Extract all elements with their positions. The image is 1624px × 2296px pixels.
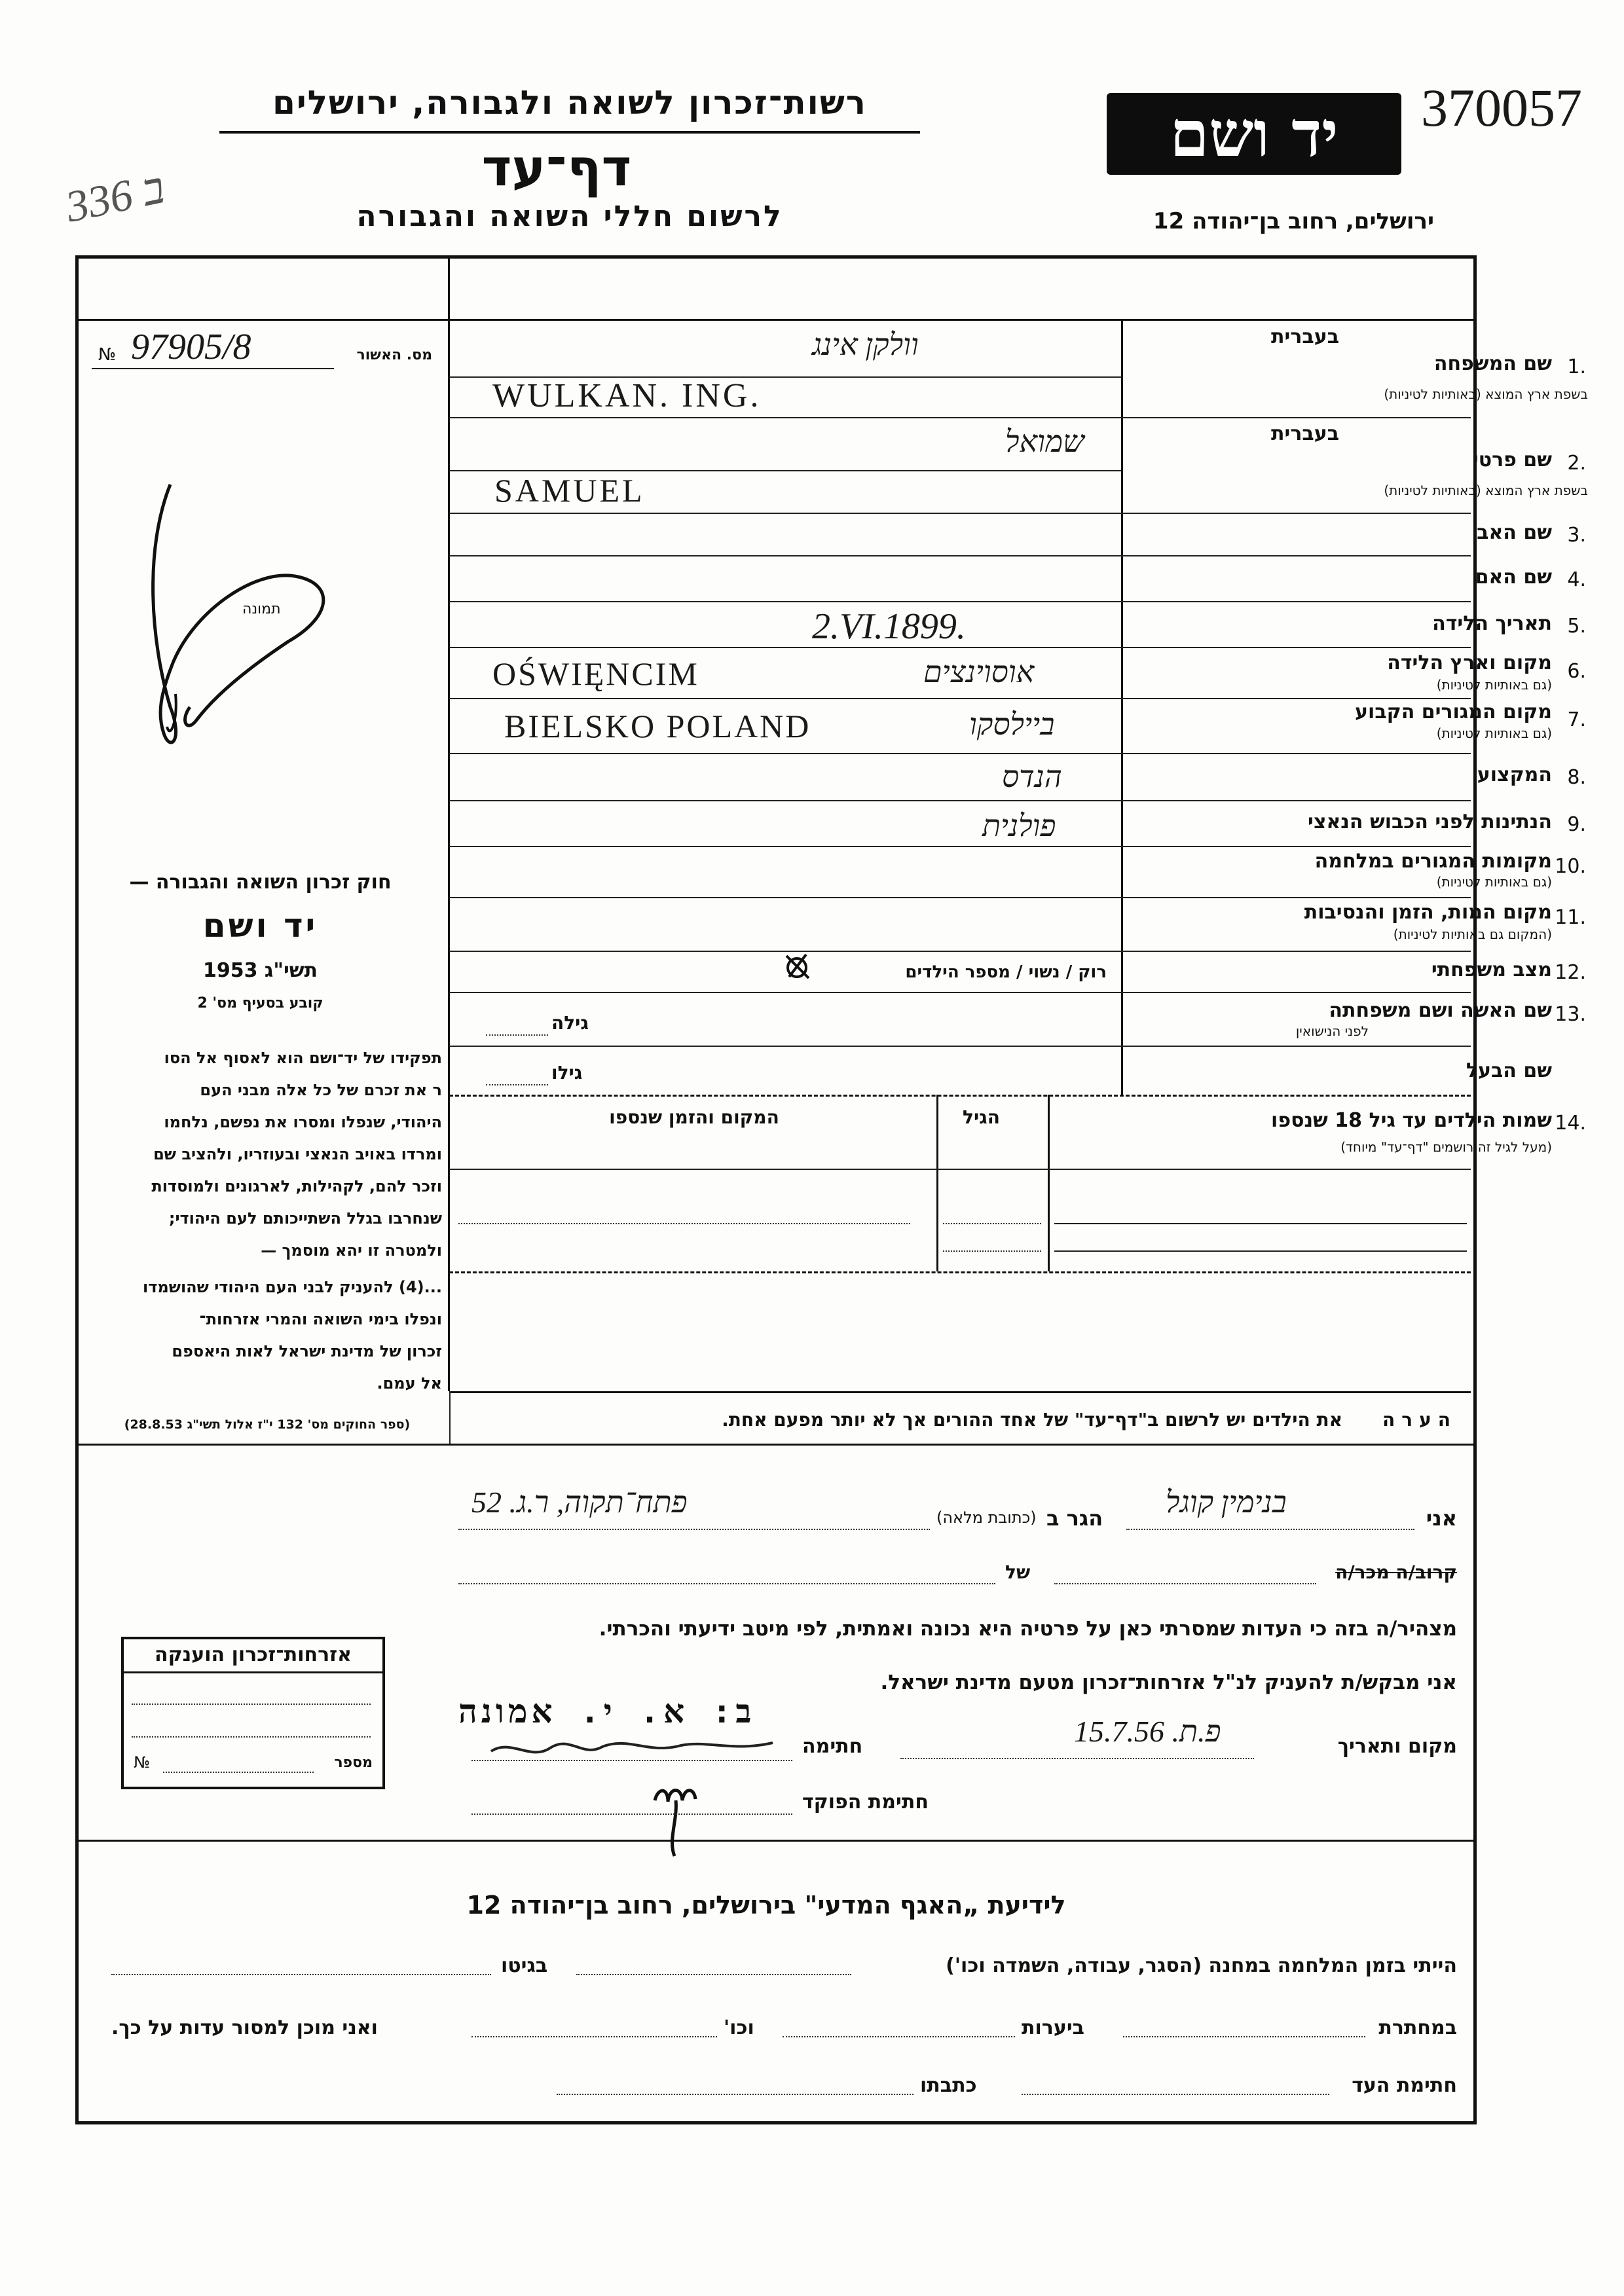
law-line-1: תפקידו של יד־ושם הוא לאסוף אל הסו (164, 1049, 442, 1067)
field-10-number: 10. (1555, 855, 1586, 878)
approval-number-value: 97905/8 (131, 327, 251, 367)
field-2-hebrew-tag: בעברית (1271, 422, 1339, 445)
children-row-2-name (1054, 1250, 1467, 1252)
field-3-number: 3. (1567, 524, 1586, 547)
field-12-label: מצב משפחתי (1431, 958, 1552, 981)
approval-number-sign: № (98, 345, 117, 365)
law-line-5: וזכר להם, לקהילות, לארגונים ולמוסדות (151, 1177, 442, 1195)
footer-line2-d: ואני מוכן למסור עדות על כך. (111, 2016, 378, 2039)
field-1-label: שם המשפחה (1433, 352, 1552, 375)
authority-underline (219, 131, 920, 134)
field-1-number: 1. (1567, 355, 1586, 378)
husband-label: שם הבעל (1466, 1059, 1552, 1082)
field-10-bottom (449, 897, 1471, 898)
field-7-sub: (גם באותיות לטיניות) (1436, 725, 1552, 741)
field-11-sub: (המקום גם באותיות לטיניות) (1393, 926, 1552, 942)
yad-vashem-logo (1107, 93, 1401, 175)
citizenship-line-2 (132, 1736, 371, 1738)
children-col-place: המקום והזמן שנספו (609, 1106, 779, 1128)
footer-line2-c: וכו' (724, 2016, 754, 2039)
field-4-bottom (449, 601, 1471, 602)
field-10-sub: (גם באותיות לטיניות) (1436, 874, 1552, 890)
law-line-9: ונפלו בימי השואה והמרי אזרחות־ (199, 1310, 442, 1328)
law-line-2: ר את זכרם של כל אלה מבני העם (200, 1081, 442, 1099)
form-subtitle: לרשום חללי השואה והגבורה (356, 200, 783, 233)
children-row-1-name (1054, 1223, 1467, 1224)
children-row-1 (458, 1223, 910, 1224)
law-line-7: ולמטרה זו יהא מוסמך — (261, 1241, 442, 1260)
photo-label: תמונה (242, 601, 281, 617)
children-row-2-age (943, 1250, 1041, 1252)
wife-age-line (486, 1034, 548, 1036)
footer-line1-blank-1 (576, 1974, 851, 1975)
law-title: חוק זכרון השואה והגבורה — (129, 871, 392, 894)
law-line-8: ...(4) להעניק לבני העם היהודי שהושמדו (143, 1278, 442, 1296)
field-2-number: 2. (1567, 452, 1586, 475)
supervisor-line (471, 1813, 792, 1815)
law-year: תשי"ג 1953 (202, 959, 318, 982)
approval-number-label: מס. האשור (356, 347, 432, 363)
footer-title: לידיעת „האגף המדעי" בירושלים, רחוב בן־יהודה 12 (466, 1891, 1066, 1920)
firstname-hebrew: שמואל (1005, 425, 1084, 458)
citizenship-number-sign: № (134, 1753, 150, 1772)
declarant-name: בנימין קוגל (1166, 1485, 1287, 1519)
law-line-4: ומרדו באויב הנאצי ובעוזריו, ולהציב שם (153, 1145, 442, 1163)
field-11-label: מקום המות, הזמן והנסיבות (1304, 901, 1552, 924)
declaration-top (79, 1444, 1473, 1446)
note-text: את הילדים יש לרשום ב"דף־עד" של אחד ההורים אך לא יותר מפעם אחת. (722, 1409, 1342, 1430)
citizenship-line-1 (132, 1704, 371, 1705)
field-2-label: שם פרטי (1472, 448, 1552, 471)
field-5-number: 5. (1567, 615, 1586, 638)
field-6-label: מקום וארץ הלידה (1387, 651, 1552, 674)
surname-latin: WULKAN. ING. (492, 377, 762, 414)
footer-line3-blank-2 (557, 2094, 913, 2095)
note-label: הערה (1382, 1409, 1457, 1430)
residence-latin: BIELSKO POLAND (504, 708, 811, 744)
field-1-hebrew-tag: בעברית (1271, 325, 1339, 348)
place-date-label: מקום ותאריך (1337, 1735, 1457, 1758)
address-label: (כתובת מלאה) (936, 1508, 1037, 1527)
birthplace-hebrew: אוסוינצים (923, 655, 1035, 689)
footer-line3-b: כתבתו (920, 2074, 977, 2097)
citizenship-title: אזרחות־זכרון הוענקה (154, 1643, 352, 1666)
left-column-divider (448, 259, 450, 1391)
children-col-divider-2 (936, 1095, 938, 1271)
field-4-number: 4. (1567, 568, 1586, 591)
field-8-label: המקצוע (1477, 763, 1552, 786)
children-header-bottom (449, 1169, 1471, 1170)
firstname-latin: SAMUEL (494, 472, 645, 509)
archive-number: 370057 (1421, 78, 1582, 137)
top-row-line (79, 319, 1473, 321)
law-line-11: אל עמם. (377, 1374, 442, 1393)
field-12-bottom (449, 992, 1471, 993)
declarant-address: פתח־תקוה, ר.ג. 52 (471, 1485, 688, 1519)
field-10-label: מקומות המגורים במלחמה (1314, 850, 1552, 873)
footer-line1-b: בגיטו (501, 1954, 548, 1977)
law-line-10: זכרון של מדינת ישראל לאות היאספם (172, 1342, 442, 1360)
footer-line2-a: במחתרת (1378, 2016, 1457, 2039)
footer-line3-a: חתימת העד (1352, 2074, 1457, 2097)
field-11-number: 11. (1555, 906, 1586, 929)
children-number: 14. (1555, 1112, 1586, 1135)
field-13-number: 13. (1555, 1003, 1586, 1026)
field-12-number: 12. (1555, 961, 1586, 984)
field-1-sub: בשפת ארץ המוצא (באותיות לטיניות) (1384, 386, 1588, 402)
field-8-number: 8. (1567, 766, 1586, 789)
field-13-label: שם האשה ושם משפחתה (1329, 999, 1552, 1022)
children-col-divider-1 (1048, 1095, 1050, 1271)
form-title: דף־עד (481, 139, 632, 198)
children-table-top (449, 1095, 1471, 1097)
children-col-age: הגיל (963, 1106, 1000, 1128)
field-6-sub: (גם באותיות לטיניות) (1436, 677, 1552, 693)
label-column-divider (1121, 319, 1123, 1095)
field-9-label: הנתינות לפני הכבוש הנאצי (1308, 811, 1552, 833)
approval-number-underline (92, 368, 334, 369)
children-sub: (מעל לגיל זה רושמים "דף־עד" מיוחד) (1340, 1139, 1552, 1155)
stamp-text: ב: א. י. אמונה (458, 1692, 756, 1730)
footer-line2-blank-2 (783, 2036, 1015, 2037)
supervisor-label: חתימת הפוקד (802, 1791, 929, 1813)
of-line (458, 1583, 995, 1584)
logo-text: יד ושם (1170, 97, 1338, 171)
field-3-bottom (449, 555, 1471, 556)
declarant-name-line (1126, 1529, 1414, 1530)
place-date: פ.ת. 15.7.56 (1074, 1715, 1221, 1748)
nationality: פולנית (982, 809, 1056, 843)
children-label: שמות הילדים עד גיל 18 שנספו (1271, 1109, 1552, 1132)
declaration-i-label: אני (1426, 1506, 1457, 1531)
declaration-request: אני מבקש/ת להעניק לנ"ל אזרחות־זכרון מטעם מדינת ישראל. (880, 1671, 1457, 1694)
citizenship-title-underline (124, 1671, 382, 1673)
children-table-bottom (449, 1271, 1471, 1273)
field-7-label: מקום המגורים הקבוע (1355, 701, 1552, 723)
declarant-address-line (458, 1529, 930, 1530)
note-divider (449, 1391, 451, 1444)
surname-hebrew: וולקן אינג (812, 328, 919, 361)
field-7-bottom (449, 753, 1471, 754)
field-4-label: שם האם (1475, 566, 1552, 589)
children-row-1-age (943, 1223, 1041, 1224)
field-6-number: 6. (1567, 660, 1586, 683)
husband-age-line (486, 1084, 548, 1085)
declaration-statement: מצהיר/ה בזה כי העדות שמסרתי כאן על פרטיה היא נכונה ואמתית, לפי מיטב ידיעתי והכרתי. (599, 1617, 1457, 1641)
supervisor-signature (629, 1761, 733, 1859)
wife-age-label: גילה (551, 1012, 589, 1034)
note-separator (449, 1391, 1471, 1393)
address: ירושלים, רחוב בן־יהודה 12 (1153, 208, 1434, 234)
relative-line (1054, 1583, 1316, 1584)
footer-line2-blank-3 (471, 2036, 717, 2037)
place-date-line (900, 1758, 1254, 1759)
field-5-label: תאריך הלידה (1432, 612, 1552, 635)
field-9-number: 9. (1567, 813, 1586, 836)
footer-line3-blank-1 (1022, 2094, 1329, 2095)
of-label: של (1005, 1561, 1031, 1583)
field-8-bottom (449, 800, 1471, 801)
law-line-3: היהודי, שנפלו ומסרו את נפשם, נלחמו (164, 1113, 442, 1131)
field-1-bottom (449, 417, 1471, 418)
field-7-number: 7. (1567, 708, 1586, 731)
law-line-6: שנחרבו בגלל השתייכותם לעם היהודי; (168, 1209, 442, 1228)
field-12-status-options: רוק / נשוי / מספר הילדים (905, 962, 1107, 982)
field-2-bottom (449, 513, 1471, 514)
field-9-bottom (449, 846, 1471, 847)
field-13-bottom (449, 1046, 1471, 1047)
birthplace-latin: OŚWIĘNCIM (492, 655, 699, 692)
marital-status-mark (783, 951, 814, 982)
resides-label: הגר ב (1046, 1506, 1103, 1531)
corner-note: 336 ב (61, 162, 169, 232)
husband-age-label: גילו (551, 1062, 583, 1084)
field-13-sub: לפני הנישואין (1295, 1023, 1369, 1039)
footer-line1-blank-2 (111, 1974, 491, 1975)
field-2-sub: בשפת ארץ המוצא (באותיות לטיניות) (1384, 483, 1588, 498)
law-name: יד ושם (202, 907, 318, 945)
birth-date: 2.VI.1899. (812, 606, 966, 647)
footer-line1-a: הייתי בזמן המלחמה במחנה (הסגר, עבודה, השמדה וכו') (946, 1954, 1457, 1977)
law-source: (ספר החוקים מס' 132 י"ז אלול תשי"ג 28.8.53) (124, 1417, 411, 1432)
field-6-bottom (449, 698, 1471, 699)
field-3-label: שם האב (1477, 521, 1552, 544)
citizenship-box (121, 1637, 385, 1789)
relative-label: קרוב/ה מכר/ה (1335, 1561, 1457, 1583)
footer-line2-b: ביערות (1022, 2016, 1084, 2039)
law-clause: קובע בסעיף מס' 2 (197, 995, 323, 1011)
field-11-bottom (449, 951, 1471, 952)
citizenship-number-line (163, 1772, 314, 1773)
footer-separator (79, 1840, 1473, 1842)
citizenship-number-label: מספר (334, 1755, 373, 1771)
authority-title: רשות־זכרון לשואה ולגבורה, ירושלים (272, 84, 867, 122)
residence-hebrew: ביילסקו (969, 708, 1055, 741)
signature-label: חתימה (802, 1735, 863, 1758)
footer-line2-blank-1 (1123, 2036, 1365, 2037)
profession: הנדס (1002, 760, 1062, 793)
